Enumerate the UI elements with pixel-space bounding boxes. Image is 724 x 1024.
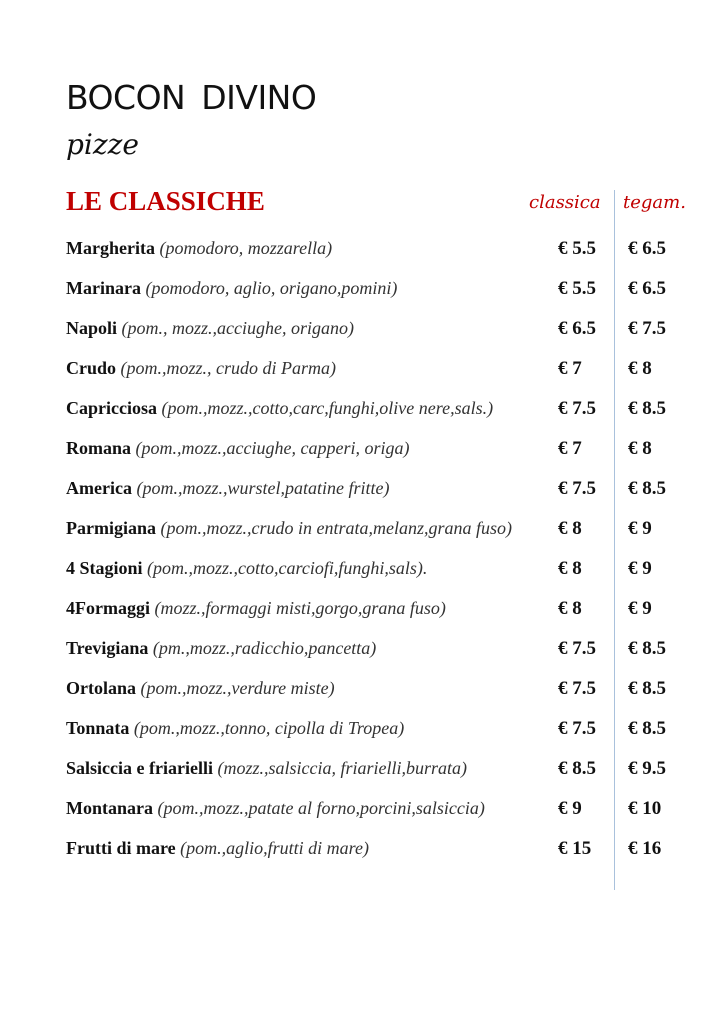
price-tegame: € 10	[628, 798, 662, 819]
price-tegame: € 8.5	[628, 478, 666, 499]
price-classica: € 7.5	[558, 718, 596, 739]
menu-item	[66, 398, 706, 428]
price-classica: € 8	[558, 518, 582, 539]
item-name: Parmigiana	[66, 518, 156, 538]
item-description: (pom.,aglio,frutti di mare)	[180, 838, 369, 858]
item-name: Ortolana	[66, 678, 136, 698]
item-name: America	[66, 478, 132, 498]
price-tegame: € 8.5	[628, 398, 666, 419]
item-description: (mozz.,salsiccia, friarielli,burrata)	[217, 758, 467, 778]
item-description: (pom.,mozz.,cotto,carciofi,funghi,sals).	[147, 558, 428, 578]
price-classica: € 9	[558, 798, 582, 819]
price-classica: € 15	[558, 838, 592, 859]
menu-item	[66, 838, 706, 868]
item-name: Salsiccia e friarielli	[66, 758, 213, 778]
item-description: (pom.,mozz.,crudo in entrata,melanz,grana fuso)	[160, 518, 512, 538]
menu-item	[66, 358, 706, 388]
item-name: Capricciosa	[66, 398, 157, 418]
price-classica: € 7.5	[558, 398, 596, 419]
item-description: (pomodoro, mozzarella)	[159, 238, 333, 258]
item-name: Margherita	[66, 238, 155, 258]
price-tegame: € 8.5	[628, 638, 666, 659]
menu-subtitle: pizze	[66, 128, 139, 161]
price-tegame: € 8	[628, 358, 652, 379]
price-classica: € 8	[558, 598, 582, 619]
item-name: Montanara	[66, 798, 153, 818]
menu-item	[66, 518, 706, 548]
item-description: (pom.,mozz.,cotto,carc,funghi,olive nere,sals.)	[161, 398, 494, 418]
price-classica: € 7.5	[558, 678, 596, 699]
item-description: (pm.,mozz.,radicchio,pancetta)	[152, 638, 377, 658]
price-tegame: € 8	[628, 438, 652, 459]
price-tegame: € 16	[628, 838, 662, 859]
menu-item	[66, 678, 706, 708]
item-name: Romana	[66, 438, 132, 458]
item-description: (pom.,mozz.,wurstel,patatine fritte)	[136, 478, 390, 498]
price-tegame: € 8.5	[628, 718, 666, 739]
price-classica: € 7	[558, 358, 582, 379]
item-name: Crudo	[66, 358, 117, 378]
item-name: 4 Stagioni	[66, 558, 143, 578]
item-description: (pom.,mozz.,patate al forno,porcini,salsiccia)	[157, 798, 485, 818]
column-header-tegame: tegam.	[623, 192, 686, 213]
item-name: Tonnata	[66, 718, 130, 738]
price-tegame: € 9.5	[628, 758, 666, 779]
item-description: (pom.,mozz.,tonno, cipolla di Tropea)	[133, 718, 405, 738]
price-tegame: € 6.5	[628, 238, 666, 259]
menu-item	[66, 238, 706, 268]
price-tegame: € 9	[628, 558, 652, 579]
item-name: Trevigiana	[66, 638, 149, 658]
price-tegame: € 7.5	[628, 318, 666, 339]
menu-item	[66, 558, 706, 588]
item-description: (pom.,mozz.,verdure miste)	[140, 678, 335, 698]
restaurant-title: BOCON DIVINO	[66, 78, 317, 117]
item-name: Frutti di mare	[66, 838, 176, 858]
section-heading: LE CLASSICHE	[66, 186, 265, 216]
price-classica: € 7	[558, 438, 582, 459]
item-description: (pom., mozz.,acciughe, origano)	[121, 318, 354, 338]
price-classica: € 8.5	[558, 758, 596, 779]
price-classica: € 7.5	[558, 478, 596, 499]
item-description: (mozz.,formaggi misti,gorgo,grana fuso)	[154, 598, 446, 618]
price-tegame: € 8.5	[628, 678, 666, 699]
menu-item	[66, 278, 706, 308]
item-description: (pom.,mozz., crudo di Parma)	[120, 358, 337, 378]
price-tegame: € 6.5	[628, 278, 666, 299]
item-name: Marinara	[66, 278, 141, 298]
item-name: 4Formaggi	[66, 598, 150, 618]
menu-item	[66, 758, 706, 788]
column-header-classica: classica	[529, 192, 601, 213]
menu-item	[66, 478, 706, 508]
price-classica: € 6.5	[558, 318, 596, 339]
price-tegame: € 9	[628, 518, 652, 539]
price-classica: € 5.5	[558, 278, 596, 299]
price-classica: € 5.5	[558, 238, 596, 259]
menu-item	[66, 718, 706, 748]
menu-item	[66, 638, 706, 668]
price-classica: € 8	[558, 558, 582, 579]
menu-item	[66, 438, 706, 468]
menu-item	[66, 798, 706, 828]
price-tegame: € 9	[628, 598, 652, 619]
price-classica: € 7.5	[558, 638, 596, 659]
menu-item	[66, 598, 706, 628]
item-description: (pomodoro, aglio, origano,pomini)	[145, 278, 398, 298]
menu-item	[66, 318, 706, 348]
item-name: Napoli	[66, 318, 118, 338]
item-description: (pom.,mozz.,acciughe, capperi, origa)	[135, 438, 410, 458]
